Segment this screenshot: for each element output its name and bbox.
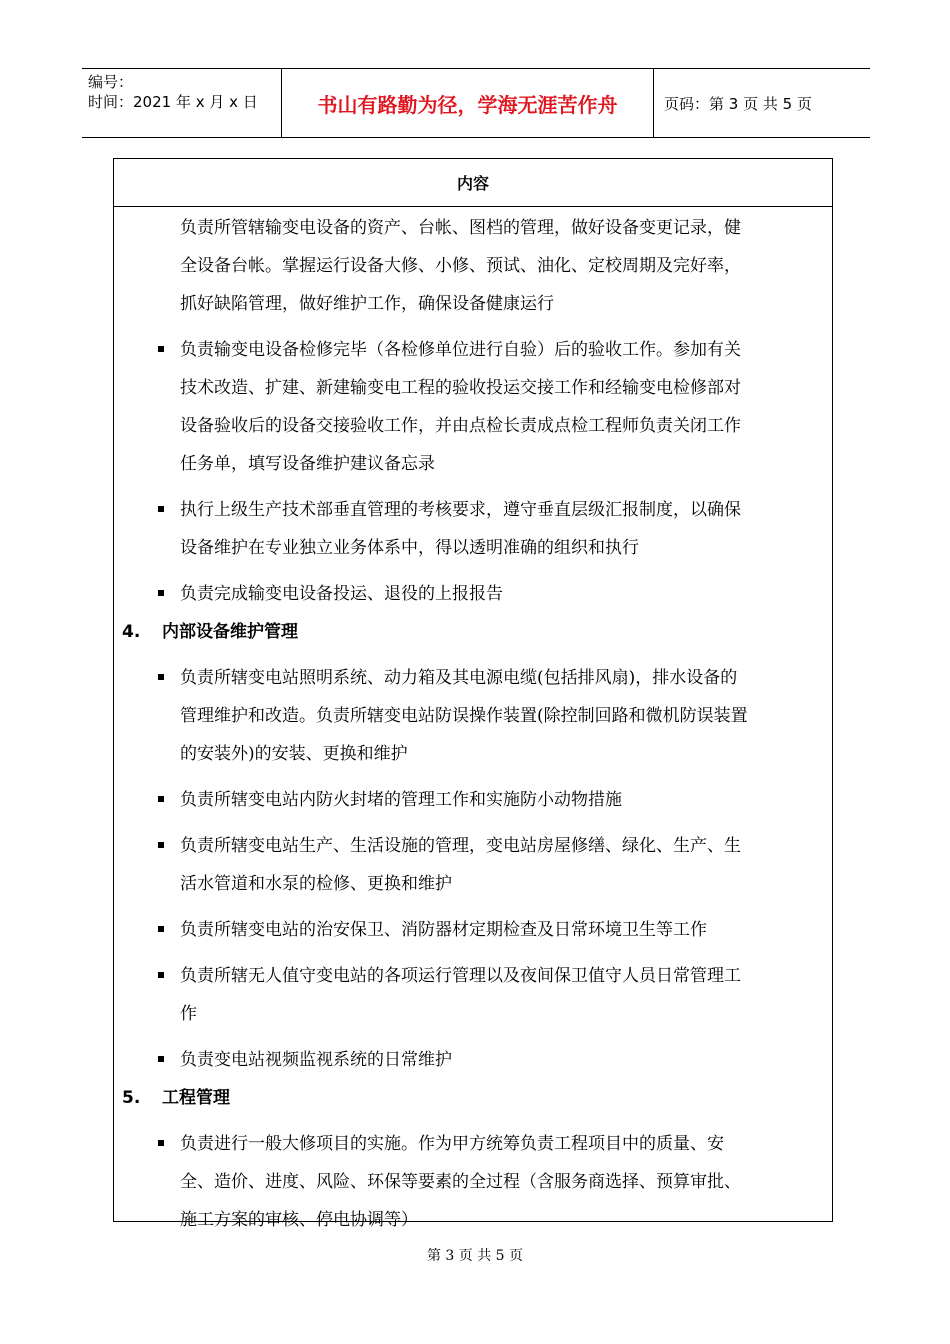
text-line: 负责进行一般大修项目的实施。作为甲方统筹负责工程项目中的质量、安 xyxy=(180,1134,724,1154)
text-line: 负责所辖变电站内防火封堵的管理工作和实施防小动物措施 xyxy=(180,790,622,810)
bullet-icon xyxy=(158,674,164,680)
bullet-icon xyxy=(158,346,164,352)
bullet-icon xyxy=(158,1056,164,1062)
bullet-icon xyxy=(158,842,164,848)
header-meta xyxy=(82,69,282,137)
text-line: 负责所辖变电站的治安保卫、消防器材定期检查及日常环境卫生等工作 xyxy=(180,920,707,940)
text-line: 任务单，填写设备维护建议备忘录 xyxy=(180,454,435,474)
list-item xyxy=(180,331,822,483)
text-line: 执行上级生产技术部垂直管理的考核要求，遵守垂直层级汇报制度，以确保 xyxy=(180,500,741,520)
section-number: 4. xyxy=(122,622,141,642)
bullet-icon xyxy=(158,972,164,978)
text-line: 全设备台帐。掌握运行设备大修、小修、预试、油化、定校周期及完好率， xyxy=(180,256,741,276)
list-item xyxy=(180,957,822,1033)
bullet-icon xyxy=(158,506,164,512)
header-page-info: 页码：第 3 页 共 5 页 xyxy=(664,94,812,113)
document-number-label: 编号： xyxy=(88,73,134,91)
text-line: 管理维护和改造。负责所辖变电站防误操作装置(除控制回路和微机防误装置 xyxy=(180,706,748,726)
bullet-icon xyxy=(158,590,164,596)
content-table xyxy=(113,158,833,1230)
section-number: 5. xyxy=(122,1088,141,1108)
list-item xyxy=(180,1125,822,1239)
document-time-label: 时间：2021 年 x 月 x 日 xyxy=(88,93,258,111)
list-item xyxy=(180,659,822,773)
page-footer: 第 3 页 共 5 页 xyxy=(426,1248,524,1264)
text-line: 抓好缺陷管理，做好维护工作，确保设备健康运行 xyxy=(180,294,554,314)
text-line: 作 xyxy=(180,1004,197,1024)
table-body xyxy=(114,209,832,1239)
page-header xyxy=(82,68,870,138)
text-line: 全、造价、进度、风险、环保等要素的全过程（含服务商选择、预算审批、 xyxy=(180,1172,741,1192)
section-title: 内部设备维护管理 xyxy=(162,622,298,642)
text-line: 的安装外)的安装、更换和维护 xyxy=(180,744,408,764)
section-heading-5 xyxy=(114,1079,822,1117)
text-line: 负责完成输变电设备投运、退役的上报报告 xyxy=(180,584,503,604)
bullet-icon xyxy=(158,1140,164,1146)
list-item xyxy=(180,827,822,903)
list-item xyxy=(180,575,822,613)
header-motto: 书山有路勤为径，学海无涯苦作舟 xyxy=(282,69,654,137)
text-line: 活水管道和水泵的检修、更换和维护 xyxy=(180,874,452,894)
text-line: 技术改造、扩建、新建输变电工程的验收投运交接工作和经输变电检修部对 xyxy=(180,378,741,398)
list-item xyxy=(180,781,822,819)
section-heading-4 xyxy=(114,613,822,651)
text-line: 负责变电站视频监视系统的日常维护 xyxy=(180,1050,452,1070)
bullet-icon xyxy=(158,926,164,932)
text-line: 设备维护在专业独立业务体系中，得以透明准确的组织和执行 xyxy=(180,538,639,558)
text-line: 负责输变电设备检修完毕（各检修单位进行自验）后的验收工作。参加有关 xyxy=(180,340,741,360)
list-item xyxy=(180,1041,822,1079)
bullet-icon xyxy=(158,796,164,802)
text-line: 设备验收后的设备交接验收工作，并由点检长责成点检工程师负责关闭工作 xyxy=(180,416,741,436)
list-item xyxy=(180,491,822,567)
text-line: 负责所辖无人值守变电站的各项运行管理以及夜间保卫值守人员日常管理工 xyxy=(180,966,741,986)
intro-paragraph xyxy=(180,209,822,323)
text-line: 施工方案的审核、停电协调等） xyxy=(180,1210,418,1230)
text-line: 负责所辖变电站生产、生活设施的管理，变电站房屋修缮、绿化、生产、生 xyxy=(180,836,741,856)
list-item xyxy=(180,911,822,949)
section-title: 工程管理 xyxy=(162,1088,230,1108)
text-line: 负责所辖变电站照明系统、动力箱及其电源电缆(包括排风扇)，排水设备的 xyxy=(180,668,738,688)
text-line: 负责所管辖输变电设备的资产、台帐、图档的管理，做好设备变更记录，健 xyxy=(180,218,741,238)
table-header: 内容 xyxy=(114,159,832,207)
